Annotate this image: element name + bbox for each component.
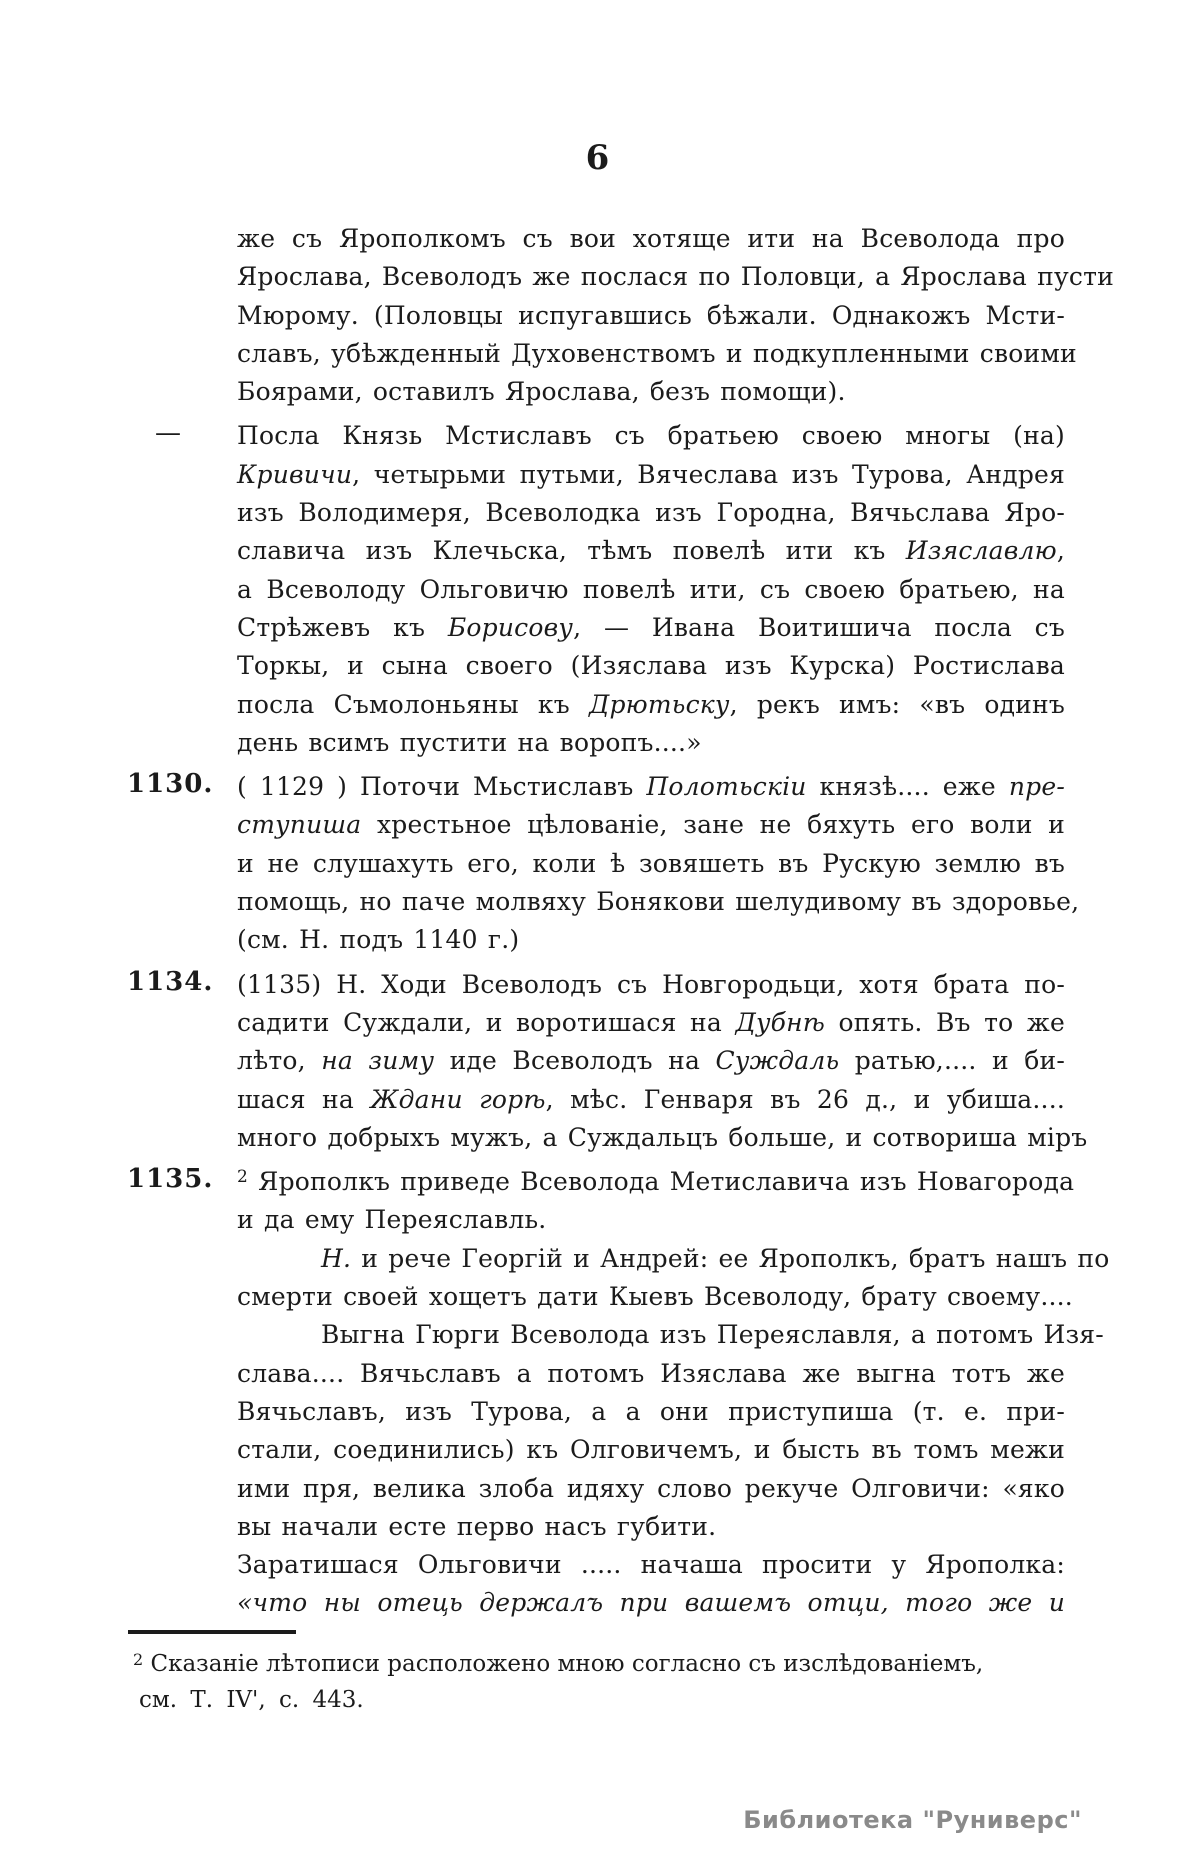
text-line [237, 373, 1065, 411]
text-run: лѣто, [237, 1046, 322, 1076]
italic-text-run: Кривичи [237, 459, 353, 489]
text-line [237, 1316, 1104, 1354]
italic-text-run: на зиму [321, 1046, 435, 1076]
paragraph [155, 417, 1065, 762]
superscript-note-ref: 2 [237, 1167, 249, 1188]
text-run: Вячьславъ, изъ Турова, а а они приступиша (т. е. при- [237, 1396, 1065, 1426]
italic-text-run: Полотьскіи [646, 772, 807, 802]
italic-text-run: ступиша [237, 810, 362, 840]
text-run: , рекъ имъ: «въ одинъ [729, 689, 1065, 719]
text-run: Заратишася Ольговичи ..... начаша просити у Ярополка: [237, 1550, 1065, 1580]
main-text [127, 220, 1114, 1629]
footnote-line [133, 1646, 1083, 1682]
text-line [237, 1584, 1065, 1622]
text-run: стали, соединились) къ Олговичемъ, и бысть въ томъ межи [237, 1435, 1065, 1465]
italic-text-run: Дрютьску [588, 689, 730, 719]
text-line [237, 883, 1080, 921]
text-run: опять. Въ то же [825, 1007, 1065, 1037]
text-run: славъ, убѣжденный Духовенствомъ и подкупленными своими [237, 338, 1077, 368]
text-run: день всимъ пустити на воропъ....» [237, 727, 702, 757]
text-run: , четырьми путьми, Вячеслава изъ Турова, Андрея [352, 459, 1065, 489]
text-run: и не слушахуть его, коли ѣ зовяшеть въ Рускую землю въ [237, 848, 1065, 878]
text-run: вы начали есте перво насъ губити. [237, 1511, 717, 1541]
text-run: смерти своей хощетъ дати Кыевъ Всеволоду, брату своему.... [237, 1282, 1073, 1312]
italic-text-run: «что ны отець держалъ при вашемъ отци, того же и [237, 1588, 1065, 1618]
text-run: изъ Володимеря, Всеволодка изъ Городна, Вячьслава Яро- [237, 498, 1065, 528]
text-line [237, 258, 1114, 296]
text-run: (см. Н. подъ 1140 г.) [237, 925, 520, 955]
text-line [237, 1163, 1075, 1201]
text-line [237, 686, 1065, 724]
paragraph [127, 768, 1080, 959]
text-line [237, 1004, 1065, 1042]
text-run: Стрѣжевъ къ [237, 612, 448, 642]
italic-text-run: Н. [321, 1243, 352, 1273]
italic-text-run: Суждаль [715, 1046, 840, 1076]
text-run: Ярослава, Всеволодъ же послася по Половци, а Ярослава пусти [237, 262, 1114, 292]
watermark: Библиотека "Руниверс" [743, 1806, 1082, 1834]
italic-text-run: Изяславлю [905, 536, 1057, 566]
text-run: славича изъ Клечьска, тѣмъ повелѣ ити къ [237, 536, 906, 566]
text-run: иде Всеволодъ на [434, 1046, 716, 1076]
text-run: , [1056, 536, 1065, 566]
footnote-rule [128, 1630, 296, 1634]
text-run: Посла Князь Мстиславъ съ братьею своею многы (на) [237, 421, 1065, 451]
text-line [237, 456, 1065, 494]
margin-year-label: 1134. [127, 966, 214, 997]
text-line [237, 571, 1065, 609]
italic-text-run: Борисову [447, 612, 574, 642]
text-line [237, 806, 1065, 844]
margin-year-label: 1135. [127, 1164, 214, 1195]
page-number: 6 [585, 138, 611, 178]
text-line [237, 724, 1065, 762]
text-line [237, 921, 1065, 959]
text-line [237, 532, 1065, 570]
italic-text-run: пре- [1008, 772, 1065, 802]
paragraph [237, 220, 1114, 411]
text-run: (1135) Н. Ходи Всеволодъ съ Новгородьци, хотя брата по- [237, 969, 1065, 999]
text-run: хрестьное цѣлованіе, зане не бяхуть его воли и [361, 810, 1065, 840]
text-run: Мюрому. (Половцы испугавшись бѣжали. Однакожъ Мсти- [237, 300, 1065, 330]
text-line [237, 335, 1077, 373]
text-run: слава.... Вячьславъ а потомъ Изяслава же выгна тотъ же [237, 1358, 1065, 1388]
text-run: ратью,.... и би- [839, 1046, 1065, 1076]
text-line [237, 220, 1065, 258]
text-line [237, 845, 1065, 883]
text-line [237, 1470, 1065, 1508]
text-line [237, 1042, 1065, 1080]
text-run: Торкы, и сына своего (Изяслава изъ Курска) Ростислава [237, 651, 1065, 681]
text-run: ( 1129 ) Поточи Мьстиславъ [237, 772, 647, 802]
text-run: ими пря, велика злоба идяху слово рекуче Олговичи: «яко [237, 1473, 1065, 1503]
text-run: и да ему Переяславль. [237, 1205, 547, 1235]
text-line [237, 609, 1065, 647]
footnote-text: Сказаніе лѣтописи расположено мною согласно съ изслѣдованіемъ, [150, 1651, 984, 1677]
italic-text-run: Ждани горѣ [370, 1084, 546, 1114]
text-run: же съ Ярополкомъ съ вои хотяще ити на Всеволода про [237, 224, 1065, 253]
footnote-line: см. Т. IV', с. 443. [139, 1687, 364, 1713]
text-run: Ярополкъ приведе Всеволода Метиславича изъ Новагорода [248, 1167, 1075, 1197]
text-line [237, 1201, 1065, 1239]
text-line [237, 297, 1065, 335]
text-line [237, 417, 1065, 455]
paragraph [127, 966, 1088, 1157]
text-run: шася на [237, 1084, 371, 1114]
text-line [237, 966, 1065, 1004]
text-run: , — Ивана Воитишича посла съ [573, 612, 1065, 642]
text-run: много добрыхъ мужъ, а Суждальцъ больше, и сотвориша міръ [237, 1122, 1088, 1152]
italic-text-run: Дубнѣ [735, 1007, 826, 1037]
footnote-marker: 2 [133, 1650, 144, 1669]
paragraph [127, 1163, 1110, 1623]
text-run: князѣ.... еже [806, 772, 1009, 802]
text-line [237, 1431, 1065, 1469]
text-line [237, 1508, 1065, 1546]
text-line [237, 1393, 1065, 1431]
text-run: а Всеволоду Ольговичю повелѣ ити, съ своею братьею, на [237, 574, 1065, 604]
text-run: Боярами, оставилъ Ярослава, безъ помощи). [237, 377, 846, 407]
text-line [237, 494, 1065, 532]
text-line [237, 1119, 1088, 1157]
footnote [133, 1646, 1083, 1718]
text-run: посла Съмолоньяны къ [237, 689, 589, 719]
text-run: помощь, но паче молвяху Бонякови шелудивому въ здоровье, [237, 887, 1080, 917]
text-run: Выгна Гюрги Всеволода изъ Переяславля, а потомъ Изя- [321, 1320, 1104, 1350]
margin-dash-marker: — [155, 418, 182, 449]
text-line [237, 1355, 1065, 1393]
text-run: , мѣс. Генваря въ 26 д., и убиша.... [545, 1084, 1065, 1114]
text-line [237, 1240, 1110, 1278]
text-line [237, 768, 1065, 806]
text-line [237, 1081, 1065, 1119]
text-line [237, 647, 1065, 685]
text-line [237, 1546, 1065, 1584]
text-run: садити Суждали, и воротишася на [237, 1007, 736, 1037]
text-run: и рече Георгій и Андрей: ее Ярополкъ, братъ нашъ по [351, 1243, 1110, 1273]
margin-year-label: 1130. [127, 769, 214, 800]
text-line [237, 1278, 1073, 1316]
